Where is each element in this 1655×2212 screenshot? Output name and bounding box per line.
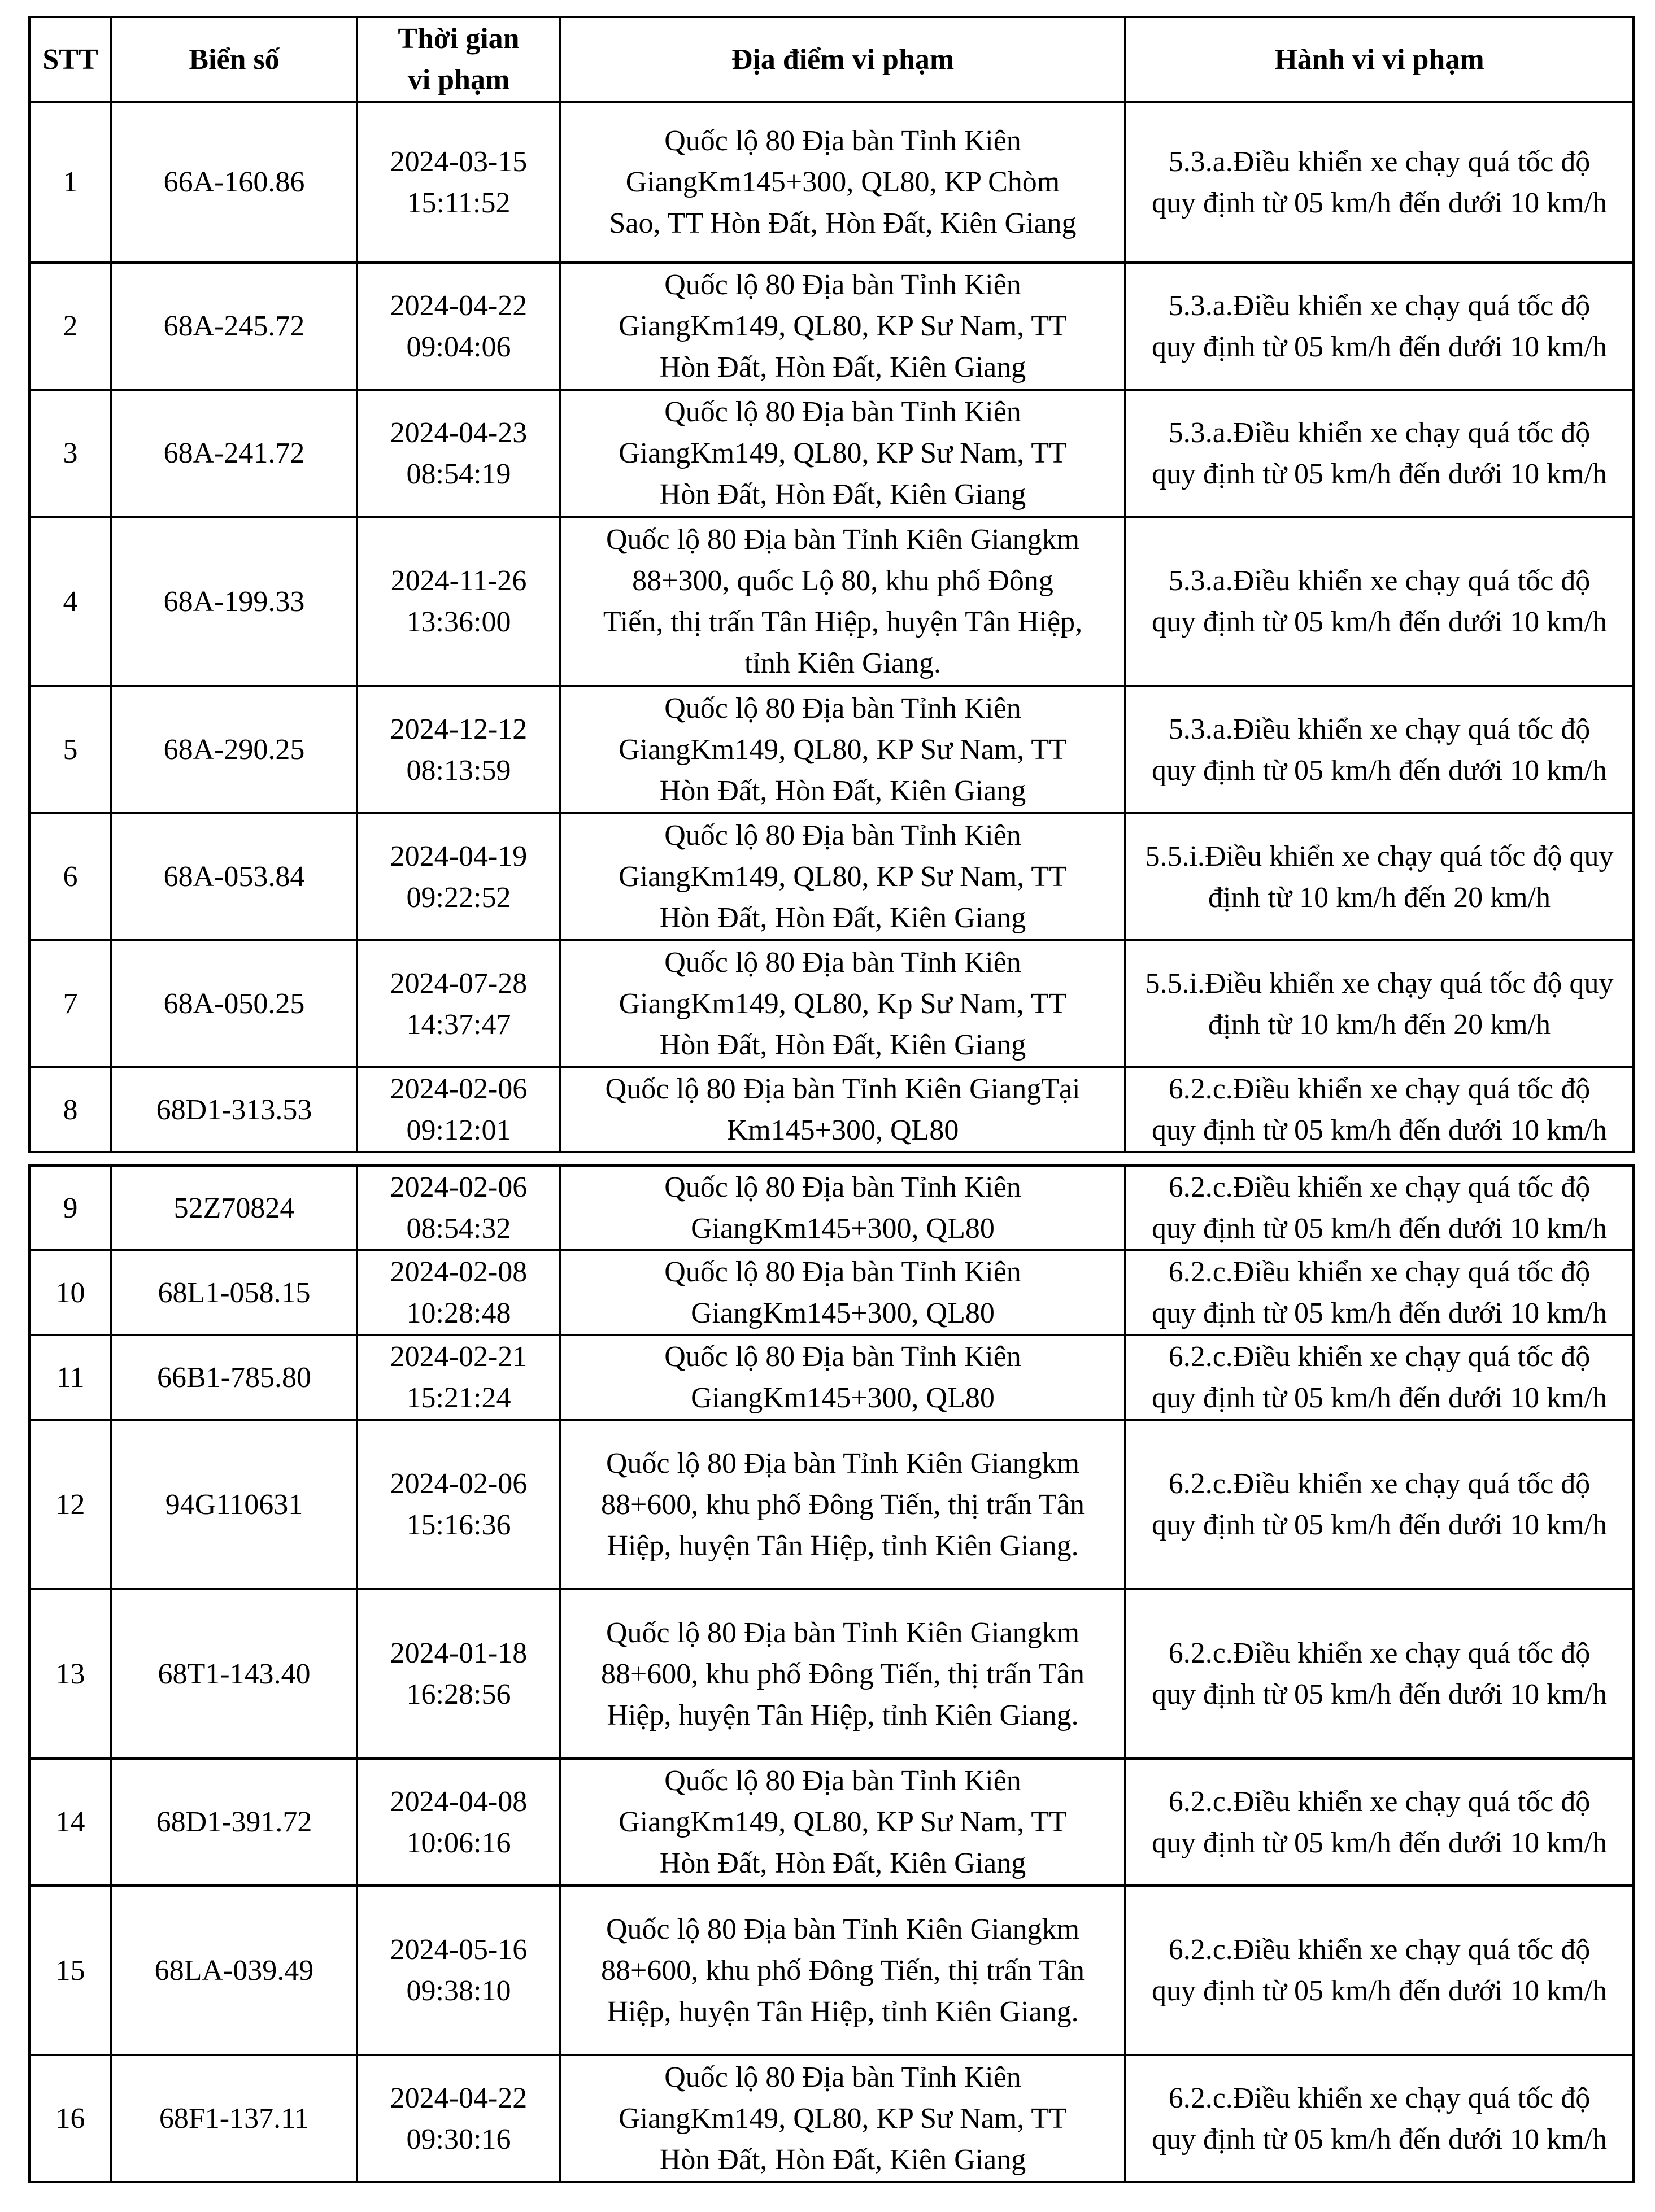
table-row <box>29 1166 1634 1250</box>
cell-plate: 68LA-039.49 <box>111 1886 357 2055</box>
table-body-top <box>29 102 1634 1152</box>
cell-time: 2024-12-12 08:13:59 <box>357 686 560 813</box>
cell-location: Quốc lộ 80 Địa bàn Tỉnh Kiên GiangKm149, QL80, Kp Sư Nam, TT Hòn Đất, Hòn Đất, Kiên Giang <box>560 940 1125 1067</box>
cell-violation: 6.2.c.Điều khiển xe chạy quá tốc độ quy định từ 05 km/h đến dưới 10 km/h <box>1125 1886 1634 2055</box>
table-row <box>29 1335 1634 1420</box>
cell-stt: 3 <box>29 390 111 517</box>
table-row <box>29 1589 1634 1759</box>
cell-time: 2024-03-15 15:11:52 <box>357 102 560 263</box>
cell-stt: 2 <box>29 263 111 390</box>
cell-plate: 68A-245.72 <box>111 263 357 390</box>
cell-stt: 10 <box>29 1250 111 1335</box>
cell-location: Quốc lộ 80 Địa bàn Tỉnh Kiên GiangKm149, QL80, KP Sư Nam, TT Hòn Đất, Hòn Đất, Kiên Giang <box>560 390 1125 517</box>
table-row <box>29 517 1634 686</box>
cell-violation: 6.2.c.Điều khiển xe chạy quá tốc độ quy định từ 05 km/h đến dưới 10 km/h <box>1125 1759 1634 1886</box>
table-row <box>29 102 1634 263</box>
cell-violation: 6.2.c.Điều khiển xe chạy quá tốc độ quy định từ 05 km/h đến dưới 10 km/h <box>1125 1420 1634 1589</box>
cell-time: 2024-11-26 13:36:00 <box>357 517 560 686</box>
cell-violation: 6.2.c.Điều khiển xe chạy quá tốc độ quy định từ 05 km/h đến dưới 10 km/h <box>1125 1067 1634 1152</box>
cell-stt: 13 <box>29 1589 111 1759</box>
cell-time: 2024-07-28 14:37:47 <box>357 940 560 1067</box>
cell-violation: 6.2.c.Điều khiển xe chạy quá tốc độ quy định từ 05 km/h đến dưới 10 km/h <box>1125 1589 1634 1759</box>
cell-plate: 68D1-391.72 <box>111 1759 357 1886</box>
cell-time: 2024-04-19 09:22:52 <box>357 813 560 940</box>
cell-location: Quốc lộ 80 Địa bàn Tỉnh Kiên Giangkm 88+300, quốc Lộ 80, khu phố Đông Tiến, thị trấn Tân Hiệp, huyện Tân Hiệp, tỉnh Kiên Giang. <box>560 517 1125 686</box>
cell-time: 2024-04-08 10:06:16 <box>357 1759 560 1886</box>
table-row <box>29 263 1634 390</box>
cell-stt: 12 <box>29 1420 111 1589</box>
cell-stt: 11 <box>29 1335 111 1420</box>
cell-plate: 68F1-137.11 <box>111 2055 357 2182</box>
cell-stt: 16 <box>29 2055 111 2182</box>
cell-stt: 15 <box>29 1886 111 2055</box>
cell-location: Quốc lộ 80 Địa bàn Tỉnh Kiên GiangKm149, QL80, KP Sư Nam, TT Hòn Đất, Hòn Đất, Kiên Giang <box>560 686 1125 813</box>
cell-location: Quốc lộ 80 Địa bàn Tỉnh Kiên GiangKm145+300, QL80 <box>560 1166 1125 1250</box>
cell-plate: 68A-241.72 <box>111 390 357 517</box>
cell-location: Quốc lộ 80 Địa bàn Tỉnh Kiên GiangKm145+300, QL80, KP Chòm Sao, TT Hòn Đất, Hòn Đất, Kiên Giang <box>560 102 1125 263</box>
table-row <box>29 1067 1634 1152</box>
violations-table-bottom <box>28 1164 1635 2183</box>
table-row <box>29 940 1634 1067</box>
table-row <box>29 1250 1634 1335</box>
cell-plate: 68A-053.84 <box>111 813 357 940</box>
cell-stt: 8 <box>29 1067 111 1152</box>
cell-violation: 6.2.c.Điều khiển xe chạy quá tốc độ quy định từ 05 km/h đến dưới 10 km/h <box>1125 1335 1634 1420</box>
header-time: Thời gian vi phạm <box>357 17 560 102</box>
cell-location: Quốc lộ 80 Địa bàn Tỉnh Kiên GiangKm149, QL80, KP Sư Nam, TT Hòn Đất, Hòn Đất, Kiên Giang <box>560 813 1125 940</box>
cell-time: 2024-02-06 09:12:01 <box>357 1067 560 1152</box>
cell-stt: 5 <box>29 686 111 813</box>
cell-time: 2024-02-21 15:21:24 <box>357 1335 560 1420</box>
table-row <box>29 1420 1634 1589</box>
cell-plate: 68A-050.25 <box>111 940 357 1067</box>
cell-violation: 5.5.i.Điều khiển xe chạy quá tốc độ quy định từ 10 km/h đến 20 km/h <box>1125 813 1634 940</box>
cell-location: Quốc lộ 80 Địa bàn Tỉnh Kiên GiangKm149, QL80, KP Sư Nam, TT Hòn Đất, Hòn Đất, Kiên Giang <box>560 2055 1125 2182</box>
cell-time: 2024-05-16 09:38:10 <box>357 1886 560 2055</box>
cell-plate: 68T1-143.40 <box>111 1589 357 1759</box>
table-row <box>29 686 1634 813</box>
cell-location: Quốc lộ 80 Địa bàn Tỉnh Kiên GiangKm149, QL80, KP Sư Nam, TT Hòn Đất, Hòn Đất, Kiên Giang <box>560 1759 1125 1886</box>
cell-time: 2024-02-06 15:16:36 <box>357 1420 560 1589</box>
table-row <box>29 390 1634 517</box>
cell-plate: 68A-290.25 <box>111 686 357 813</box>
cell-time: 2024-04-22 09:04:06 <box>357 263 560 390</box>
cell-violation: 5.3.a.Điều khiển xe chạy quá tốc độ quy định từ 05 km/h đến dưới 10 km/h <box>1125 102 1634 263</box>
cell-plate: 66B1-785.80 <box>111 1335 357 1420</box>
cell-time: 2024-04-22 09:30:16 <box>357 2055 560 2182</box>
cell-location: Quốc lộ 80 Địa bàn Tỉnh Kiên Giangkm 88+600, khu phố Đông Tiến, thị trấn Tân Hiệp, huyện Tân Hiệp, tỉnh Kiên Giang. <box>560 1886 1125 2055</box>
cell-violation: 5.3.a.Điều khiển xe chạy quá tốc độ quy định từ 05 km/h đến dưới 10 km/h <box>1125 686 1634 813</box>
cell-location: Quốc lộ 80 Địa bàn Tỉnh Kiên GiangKm149, QL80, KP Sư Nam, TT Hòn Đất, Hòn Đất, Kiên Giang <box>560 263 1125 390</box>
cell-violation: 6.2.c.Điều khiển xe chạy quá tốc độ quy định từ 05 km/h đến dưới 10 km/h <box>1125 1250 1634 1335</box>
cell-location: Quốc lộ 80 Địa bàn Tỉnh Kiên Giangkm 88+600, khu phố Đông Tiến, thị trấn Tân Hiệp, huyện Tân Hiệp, tỉnh Kiên Giang. <box>560 1589 1125 1759</box>
header-stt: STT <box>29 17 111 102</box>
cell-violation: 5.3.a.Điều khiển xe chạy quá tốc độ quy định từ 05 km/h đến dưới 10 km/h <box>1125 517 1634 686</box>
cell-location: Quốc lộ 80 Địa bàn Tỉnh Kiên GiangKm145+300, QL80 <box>560 1250 1125 1335</box>
cell-stt: 9 <box>29 1166 111 1250</box>
table-body-bottom <box>29 1166 1634 2182</box>
cell-violation: 5.3.a.Điều khiển xe chạy quá tốc độ quy định từ 05 km/h đến dưới 10 km/h <box>1125 263 1634 390</box>
cell-violation: 5.5.i.Điều khiển xe chạy quá tốc độ quy định từ 10 km/h đến 20 km/h <box>1125 940 1634 1067</box>
cell-violation: 6.2.c.Điều khiển xe chạy quá tốc độ quy định từ 05 km/h đến dưới 10 km/h <box>1125 1166 1634 1250</box>
table-row <box>29 2055 1634 2182</box>
cell-stt: 14 <box>29 1759 111 1886</box>
cell-time: 2024-02-08 10:28:48 <box>357 1250 560 1335</box>
cell-location: Quốc lộ 80 Địa bàn Tỉnh Kiên GiangKm145+300, QL80 <box>560 1335 1125 1420</box>
cell-stt: 1 <box>29 102 111 263</box>
cell-stt: 4 <box>29 517 111 686</box>
violations-table-top <box>28 16 1635 1153</box>
header-plate: Biển số <box>111 17 357 102</box>
cell-time: 2024-04-23 08:54:19 <box>357 390 560 517</box>
header-location: Địa điểm vi phạm <box>560 17 1125 102</box>
cell-plate: 68A-199.33 <box>111 517 357 686</box>
cell-time: 2024-02-06 08:54:32 <box>357 1166 560 1250</box>
table-row <box>29 1886 1634 2055</box>
cell-location: Quốc lộ 80 Địa bàn Tỉnh Kiên Giangkm 88+600, khu phố Đông Tiến, thị trấn Tân Hiệp, huyện Tân Hiệp, tỉnh Kiên Giang. <box>560 1420 1125 1589</box>
cell-plate: 52Z70824 <box>111 1166 357 1250</box>
cell-stt: 6 <box>29 813 111 940</box>
cell-plate: 68L1-058.15 <box>111 1250 357 1335</box>
cell-violation: 6.2.c.Điều khiển xe chạy quá tốc độ quy định từ 05 km/h đến dưới 10 km/h <box>1125 2055 1634 2182</box>
cell-stt: 7 <box>29 940 111 1067</box>
cell-plate: 66A-160.86 <box>111 102 357 263</box>
table-row <box>29 1759 1634 1886</box>
header-violation: Hành vi vi phạm <box>1125 17 1634 102</box>
cell-time: 2024-01-18 16:28:56 <box>357 1589 560 1759</box>
cell-violation: 5.3.a.Điều khiển xe chạy quá tốc độ quy định từ 05 km/h đến dưới 10 km/h <box>1125 390 1634 517</box>
header-row <box>29 17 1634 102</box>
table-row <box>29 813 1634 940</box>
cell-plate: 94G110631 <box>111 1420 357 1589</box>
cell-plate: 68D1-313.53 <box>111 1067 357 1152</box>
cell-location: Quốc lộ 80 Địa bàn Tỉnh Kiên GiangTại Km145+300, QL80 <box>560 1067 1125 1152</box>
